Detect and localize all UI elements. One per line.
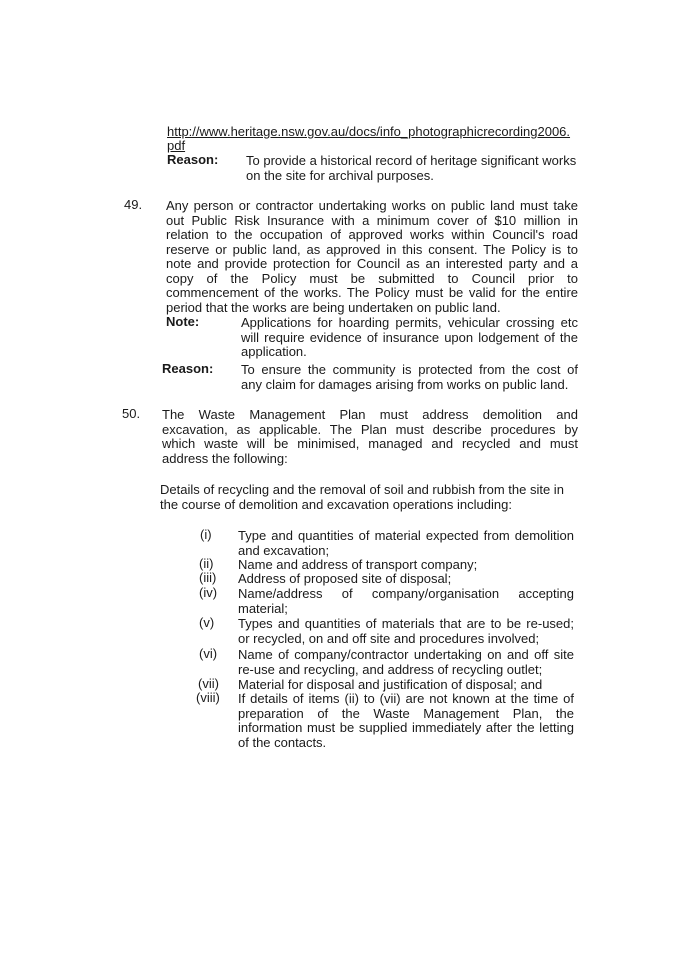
- item-50-body: [162, 408, 578, 466]
- subitem-label: (v): [199, 615, 215, 630]
- subitem-line: Name/address of company/organisation accepting: [238, 586, 574, 601]
- item-50-line: excavation, as applicable. The Plan must describe procedures by: [162, 421, 578, 437]
- item-49-line: reserve or public land, as approved in this consent. The Policy is to: [166, 241, 578, 257]
- intro-reason-line: To provide a historical record of heritage significant works: [246, 153, 577, 168]
- item-50-line: which waste will be minimised, managed and recycled and must: [162, 436, 578, 451]
- intro-reason-line: on the site for archival purposes.: [246, 167, 434, 183]
- intro-reason-label: Reason:: [167, 152, 219, 167]
- item-49-reason-line: any claim for damages arising from works on public land.: [241, 376, 569, 392]
- heritage-url-line1[interactable]: http://www.heritage.nsw.gov.au/docs/info_photographicrecording2006.: [167, 124, 571, 139]
- subitem-line: material;: [238, 600, 288, 616]
- item-49-note-line: will require evidence of insurance upon lodgement of the: [241, 329, 578, 345]
- subitem-line: information must be supplied immediately after the letting: [238, 720, 574, 735]
- subitem-line: re-use and recycling, and address of recycling outlet;: [238, 661, 543, 677]
- item-49-note-line: Applications for hoarding permits, vehicular crossing etc: [241, 315, 578, 330]
- item-49-line: out Public Risk Insurance with a minimum cover of $10 million in: [166, 212, 578, 228]
- subitem-line: Name of company/contractor undertaking on and off site: [238, 647, 574, 662]
- subitem-label: (iii): [199, 570, 217, 585]
- item-49-line: period that the works are being undertaken on public land.: [166, 299, 501, 315]
- item-50-line: The Waste Management Plan must address demolition and: [162, 407, 578, 422]
- subitem-line: preparation of the Waste Management Plan, the: [238, 705, 574, 721]
- subitem-line: and excavation;: [238, 542, 330, 558]
- item-49-line: copy of the Policy must be submitted to Council prior to: [166, 270, 578, 286]
- subitem-label: (vii): [198, 676, 219, 691]
- subitem-text: [238, 617, 574, 646]
- subitem-line: Material for disposal and justification of disposal; and: [238, 677, 543, 692]
- item-50-details-line: Details of recycling and the removal of soil and rubbish from the site in: [160, 482, 564, 497]
- subitem-text: [238, 572, 574, 587]
- subitem-text: [238, 648, 574, 677]
- subitem-text: [238, 692, 574, 750]
- subitem-label: (viii): [196, 690, 220, 705]
- subitem-line: Name and address of transport company;: [238, 557, 478, 572]
- item-49-note-text: [241, 316, 578, 360]
- item-49-line: relation to the occupation of approved works within Council's road: [166, 227, 578, 242]
- subitem-line: or recycled, on and off site and procedures involved;: [238, 630, 540, 646]
- subitem-label: (i): [200, 527, 212, 542]
- item-49-body: [166, 199, 578, 315]
- item-49-number: 49.: [124, 197, 143, 212]
- subitem-line: If details of items (ii) to (vii) are not known at the time of: [238, 691, 574, 706]
- subitem-line: Address of proposed site of disposal;: [238, 571, 452, 586]
- item-50-line: address the following:: [162, 450, 288, 466]
- heritage-url-line2[interactable]: pdf: [167, 138, 186, 153]
- item-49-note-line: application.: [241, 344, 307, 359]
- subitem-line: Type and quantities of material expected from demolition: [238, 528, 574, 543]
- item-50-details-line: the course of demolition and excavation operations including:: [160, 496, 512, 512]
- subitem-text: [238, 587, 574, 616]
- item-49-reason-line: To ensure the community is protected from the cost of: [241, 362, 578, 377]
- subitem-line: Types and quantities of materials that are to be re-used;: [238, 616, 574, 631]
- item-49-line: Any person or contractor undertaking works on public land must take: [166, 198, 578, 213]
- item-49-reason-label: Reason:: [162, 361, 214, 376]
- intro-reason-text: [246, 154, 578, 183]
- item-50-details: [160, 483, 580, 512]
- subitem-line: of the contacts.: [238, 734, 327, 750]
- item-49-reason-text: [241, 363, 578, 392]
- item-49-line: commencement of the works. The Policy must be valid for the entire: [166, 285, 578, 300]
- item-49-line: note and provide protection for Council as an interested party and a: [166, 256, 578, 271]
- subitem-label: (iv): [199, 585, 218, 600]
- item-49-note-label: Note:: [166, 314, 200, 329]
- subitem-label: (ii): [199, 556, 214, 571]
- subitem-label: (vi): [199, 646, 218, 661]
- subitem-text: [238, 529, 574, 558]
- item-50-number: 50.: [122, 406, 141, 421]
